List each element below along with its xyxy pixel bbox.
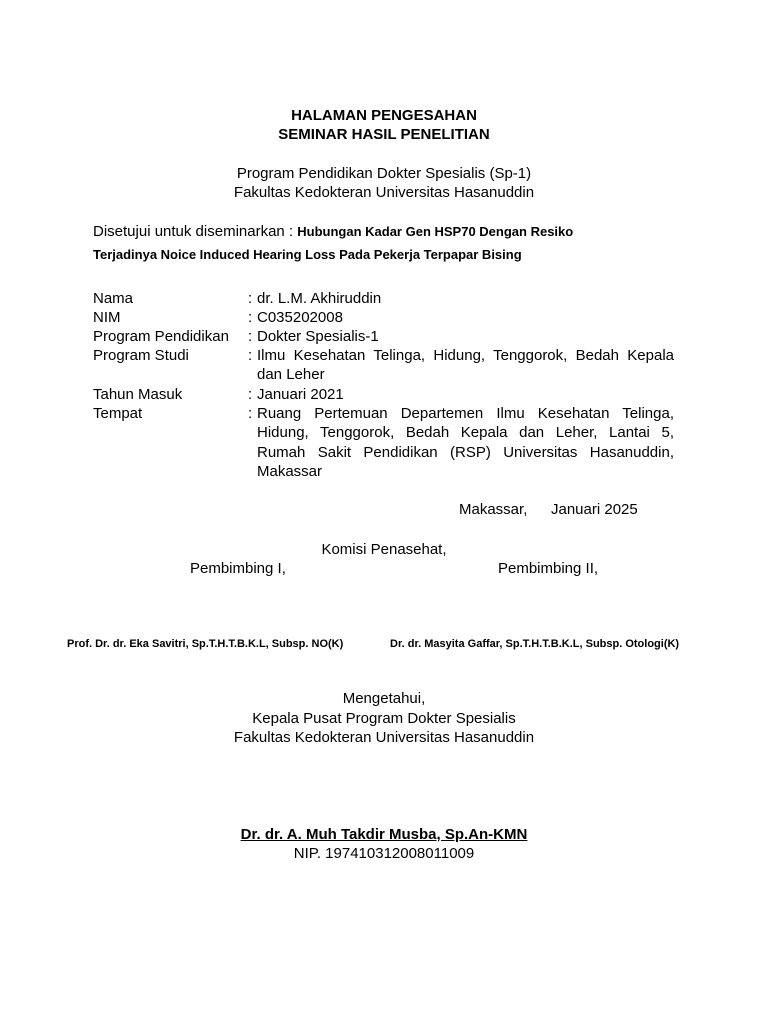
- supervisor1-role: Pembimbing I,: [190, 560, 286, 577]
- research-title-part1: Hubungan Kadar Gen HSP70 Dengan Resiko: [297, 224, 574, 239]
- supervisor1-name: Prof. Dr. dr. Eka Savitri, Sp.T.H.T.B.K.L, Subsp. NO(K): [67, 638, 344, 650]
- field-label: Tahun Masuk: [93, 386, 183, 403]
- document-subtitle: SEMINAR HASIL PENELITIAN: [278, 126, 490, 143]
- approval-statement: [93, 222, 573, 241]
- supervisor2-role: Pembimbing II,: [498, 560, 599, 577]
- field-label: NIM: [93, 309, 121, 326]
- field-colon: :: [248, 290, 253, 307]
- committee-heading: [0, 540, 768, 559]
- field-label: Program Pendidikan: [93, 328, 229, 345]
- signing-date: Januari 2025: [551, 501, 638, 518]
- document-title: HALAMAN PENGESAHAN: [291, 107, 477, 124]
- field-label: Program Studi: [93, 347, 189, 364]
- field-label: Tempat: [93, 405, 143, 422]
- acknowledgement-line1: Mengetahui,: [342, 690, 426, 707]
- acknowledgement-line3: Fakultas Kedokteran Universitas Hasanuddin: [233, 729, 535, 746]
- field-colon: :: [248, 347, 253, 364]
- head-name-wrapper: [0, 825, 768, 844]
- field-colon: :: [248, 328, 253, 345]
- field-colon: :: [248, 309, 253, 326]
- field-value: dr. L.M. Akhiruddin: [257, 290, 382, 307]
- field-label: Nama: [93, 290, 134, 307]
- field-value: Januari 2021: [257, 386, 344, 403]
- approval-intro: Disetujui untuk diseminarkan :: [93, 223, 298, 240]
- field-value: C035202008: [257, 309, 343, 326]
- signing-city: Makassar,: [459, 501, 528, 518]
- program-name: Program Pendidikan Dokter Spesialis (Sp-1): [236, 165, 532, 182]
- field-colon: :: [248, 405, 253, 422]
- head-nip: NIP. 197410312008011009: [293, 845, 475, 862]
- head-name: Dr. dr. A. Muh Takdir Musba, Sp.An-KMN: [240, 826, 528, 843]
- research-title-part2: Terjadinya Noice Induced Hearing Loss Pada Pekerja Terpapar Bising: [93, 247, 522, 262]
- field-colon: :: [248, 386, 253, 403]
- supervisor2-name: Dr. dr. Masyita Gaffar, Sp.T.H.T.B.K.L, Subsp. Otologi(K): [390, 638, 680, 650]
- faculty-name: Fakultas Kedokteran Universitas Hasanuddin: [233, 184, 535, 201]
- field-value: Dokter Spesialis-1: [257, 328, 379, 345]
- field-value: Ruang Pertemuan Departemen Ilmu Kesehatan Telinga, Hidung, Tenggorok, Bedah Kepala dan Leher, Lantai 5, Rumah Sakit Pendidikan (RSP) Universitas Hasanuddin, Makassar: [257, 405, 674, 480]
- acknowledgement-line2: Kepala Pusat Program Dokter Spesialis: [252, 710, 516, 727]
- field-value: Ilmu Kesehatan Telinga, Hidung, Tenggorok, Bedah Kepala dan Leher: [257, 347, 674, 384]
- committee-heading-text: Komisi Penasehat,: [321, 541, 447, 558]
